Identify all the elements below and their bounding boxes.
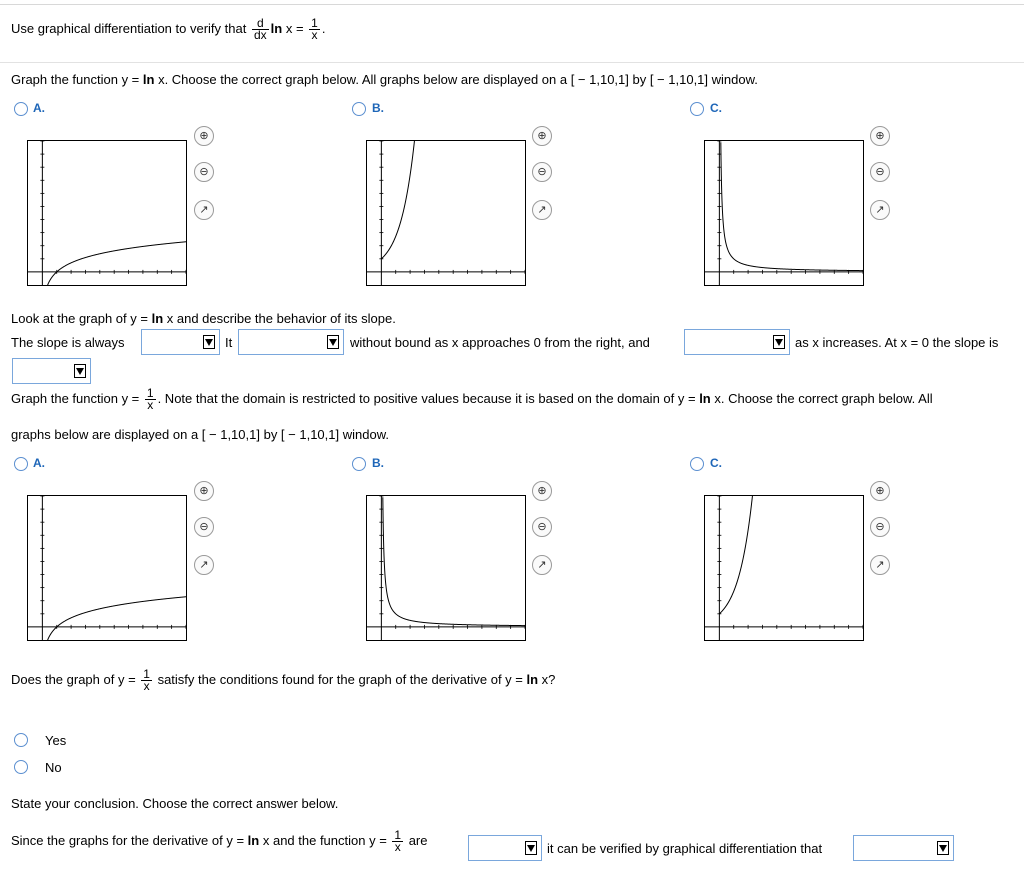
slope-without-text: without bound as x approaches 0 from the right, and — [350, 335, 650, 350]
q1-option-b-label: B. — [372, 101, 384, 115]
slope-sign-dropdown[interactable] — [141, 329, 220, 355]
graph-frame — [367, 141, 526, 286]
dropdown-arrow-icon — [74, 364, 86, 378]
q2-prompt-line2: graphs below are displayed on a [ − 1,10,1] by [ − 1,10,1] window. — [11, 427, 389, 442]
slope-increases-text: as x increases. At x = 0 the slope is — [795, 335, 999, 350]
q2-b-popout-icon[interactable]: ↗ — [532, 555, 552, 575]
graph-frame — [28, 141, 187, 286]
dropdown-arrow-icon — [773, 335, 785, 349]
dropdown-arrow-icon — [203, 335, 215, 349]
header-prefix: Use graphical differentiation to verify that — [11, 20, 247, 36]
q2-option-c-radio[interactable] — [690, 457, 704, 471]
q1-graph-c — [704, 140, 864, 286]
slope-intro: Look at the graph of y = ln x and describe the behavior of its slope. — [11, 311, 396, 326]
q3-yes-label: Yes — [45, 733, 67, 748]
q1-c-popout-icon[interactable]: ↗ — [870, 200, 890, 220]
conclusion-same-dropdown[interactable] — [468, 835, 542, 861]
q1-option-b-radio[interactable] — [352, 102, 366, 116]
derivative-operator: $\frac{d}{dx}$ — [253, 16, 267, 42]
q1-graph-b — [366, 140, 526, 286]
dropdown-arrow-icon — [937, 841, 949, 855]
header-line: Use graphical differentiation to verify that $\frac{d}{dx}$ ln x = $\frac{1}{x}$ . — [11, 16, 326, 42]
q1-b-zoom-out-icon[interactable]: ⊖ — [532, 162, 552, 182]
reciprocal-fraction: $\frac{1}{x}$ — [143, 667, 150, 693]
q1-c-zoom-in-icon[interactable]: ⊕ — [870, 126, 890, 146]
q1-b-popout-icon[interactable]: ↗ — [532, 200, 552, 220]
q1-c-zoom-out-icon[interactable]: ⊖ — [870, 162, 890, 182]
q1-option-c-label: C. — [710, 101, 722, 115]
q1-option-c-radio[interactable] — [690, 102, 704, 116]
q1-b-zoom-in-icon[interactable]: ⊕ — [532, 126, 552, 146]
q1-graph-a — [27, 140, 187, 286]
q2-option-b-label: B. — [372, 456, 384, 470]
slope-behavior-dropdown[interactable] — [238, 329, 344, 355]
q1-prompt: Graph the function y = ln x. Choose the correct graph below. All graphs below are displayed on a [ − 1,10,1] by [ − 1,10,1] window. — [11, 72, 758, 87]
graph-frame — [705, 141, 864, 286]
graph-frame — [705, 496, 864, 641]
q1-a-zoom-in-icon[interactable]: ⊕ — [194, 126, 214, 146]
reciprocal-fraction: $\frac{1}{x}$ — [311, 16, 318, 42]
header-divider — [0, 62, 1024, 63]
q1-a-popout-icon[interactable]: ↗ — [194, 200, 214, 220]
q2-a-popout-icon[interactable]: ↗ — [194, 555, 214, 575]
q1-option-a-label: A. — [33, 101, 45, 115]
q2-a-zoom-in-icon[interactable]: ⊕ — [194, 481, 214, 501]
reciprocal-fraction: $\frac{1}{x}$ — [146, 386, 154, 412]
q2-option-c-label: C. — [710, 456, 722, 470]
graph-frame — [367, 496, 526, 641]
q3-no-label: No — [45, 760, 62, 775]
slope-always-text: The slope is always — [11, 335, 125, 350]
q2-c-zoom-in-icon[interactable]: ⊕ — [870, 481, 890, 501]
q3-prompt: Does the graph of y = $\frac{1}{x}$ satisfy the conditions found for the graph of the derivative of y = ln x? — [11, 667, 556, 693]
q2-a-zoom-out-icon[interactable]: ⊖ — [194, 517, 214, 537]
q2-b-zoom-out-icon[interactable]: ⊖ — [532, 517, 552, 537]
q2-option-a-radio[interactable] — [14, 457, 28, 471]
q1-option-a-radio[interactable] — [14, 102, 28, 116]
conclusion-verified-text: it can be verified by graphical differentiation that — [547, 841, 823, 856]
slope-it-text: It — [225, 335, 233, 350]
graph-frame — [28, 496, 187, 641]
q2-option-a-label: A. — [33, 456, 45, 470]
q3-no-radio[interactable] — [14, 760, 28, 774]
q2-c-zoom-out-icon[interactable]: ⊖ — [870, 517, 890, 537]
q2-c-popout-icon[interactable]: ↗ — [870, 555, 890, 575]
slope-at-zero-dropdown[interactable] — [12, 358, 91, 384]
conclusion-prompt: State your conclusion. Choose the correct answer below. — [11, 796, 339, 811]
q2-graph-b — [366, 495, 526, 641]
reciprocal-fraction: $\frac{1}{x}$ — [394, 828, 402, 854]
dropdown-arrow-icon — [327, 335, 339, 349]
slope-increase-dropdown[interactable] — [684, 329, 790, 355]
q2-b-zoom-in-icon[interactable]: ⊕ — [532, 481, 552, 501]
conclusion-sentence: Since the graphs for the derivative of y = ln x and the function y = $\frac{1}{x}$ are — [11, 828, 428, 854]
q3-yes-radio[interactable] — [14, 733, 28, 747]
q2-graph-a — [27, 495, 187, 641]
conclusion-result-dropdown[interactable] — [853, 835, 954, 861]
q2-graph-c — [704, 495, 864, 641]
q2-prompt: Graph the function y = $\frac{1}{x}$ . Note that the domain is restricted to positive values because it is based on the domain of y = ln x. Choose the correct graph below. All — [11, 386, 933, 412]
dropdown-arrow-icon — [525, 841, 537, 855]
top-divider — [0, 4, 1024, 5]
q1-a-zoom-out-icon[interactable]: ⊖ — [194, 162, 214, 182]
q2-option-b-radio[interactable] — [352, 457, 366, 471]
